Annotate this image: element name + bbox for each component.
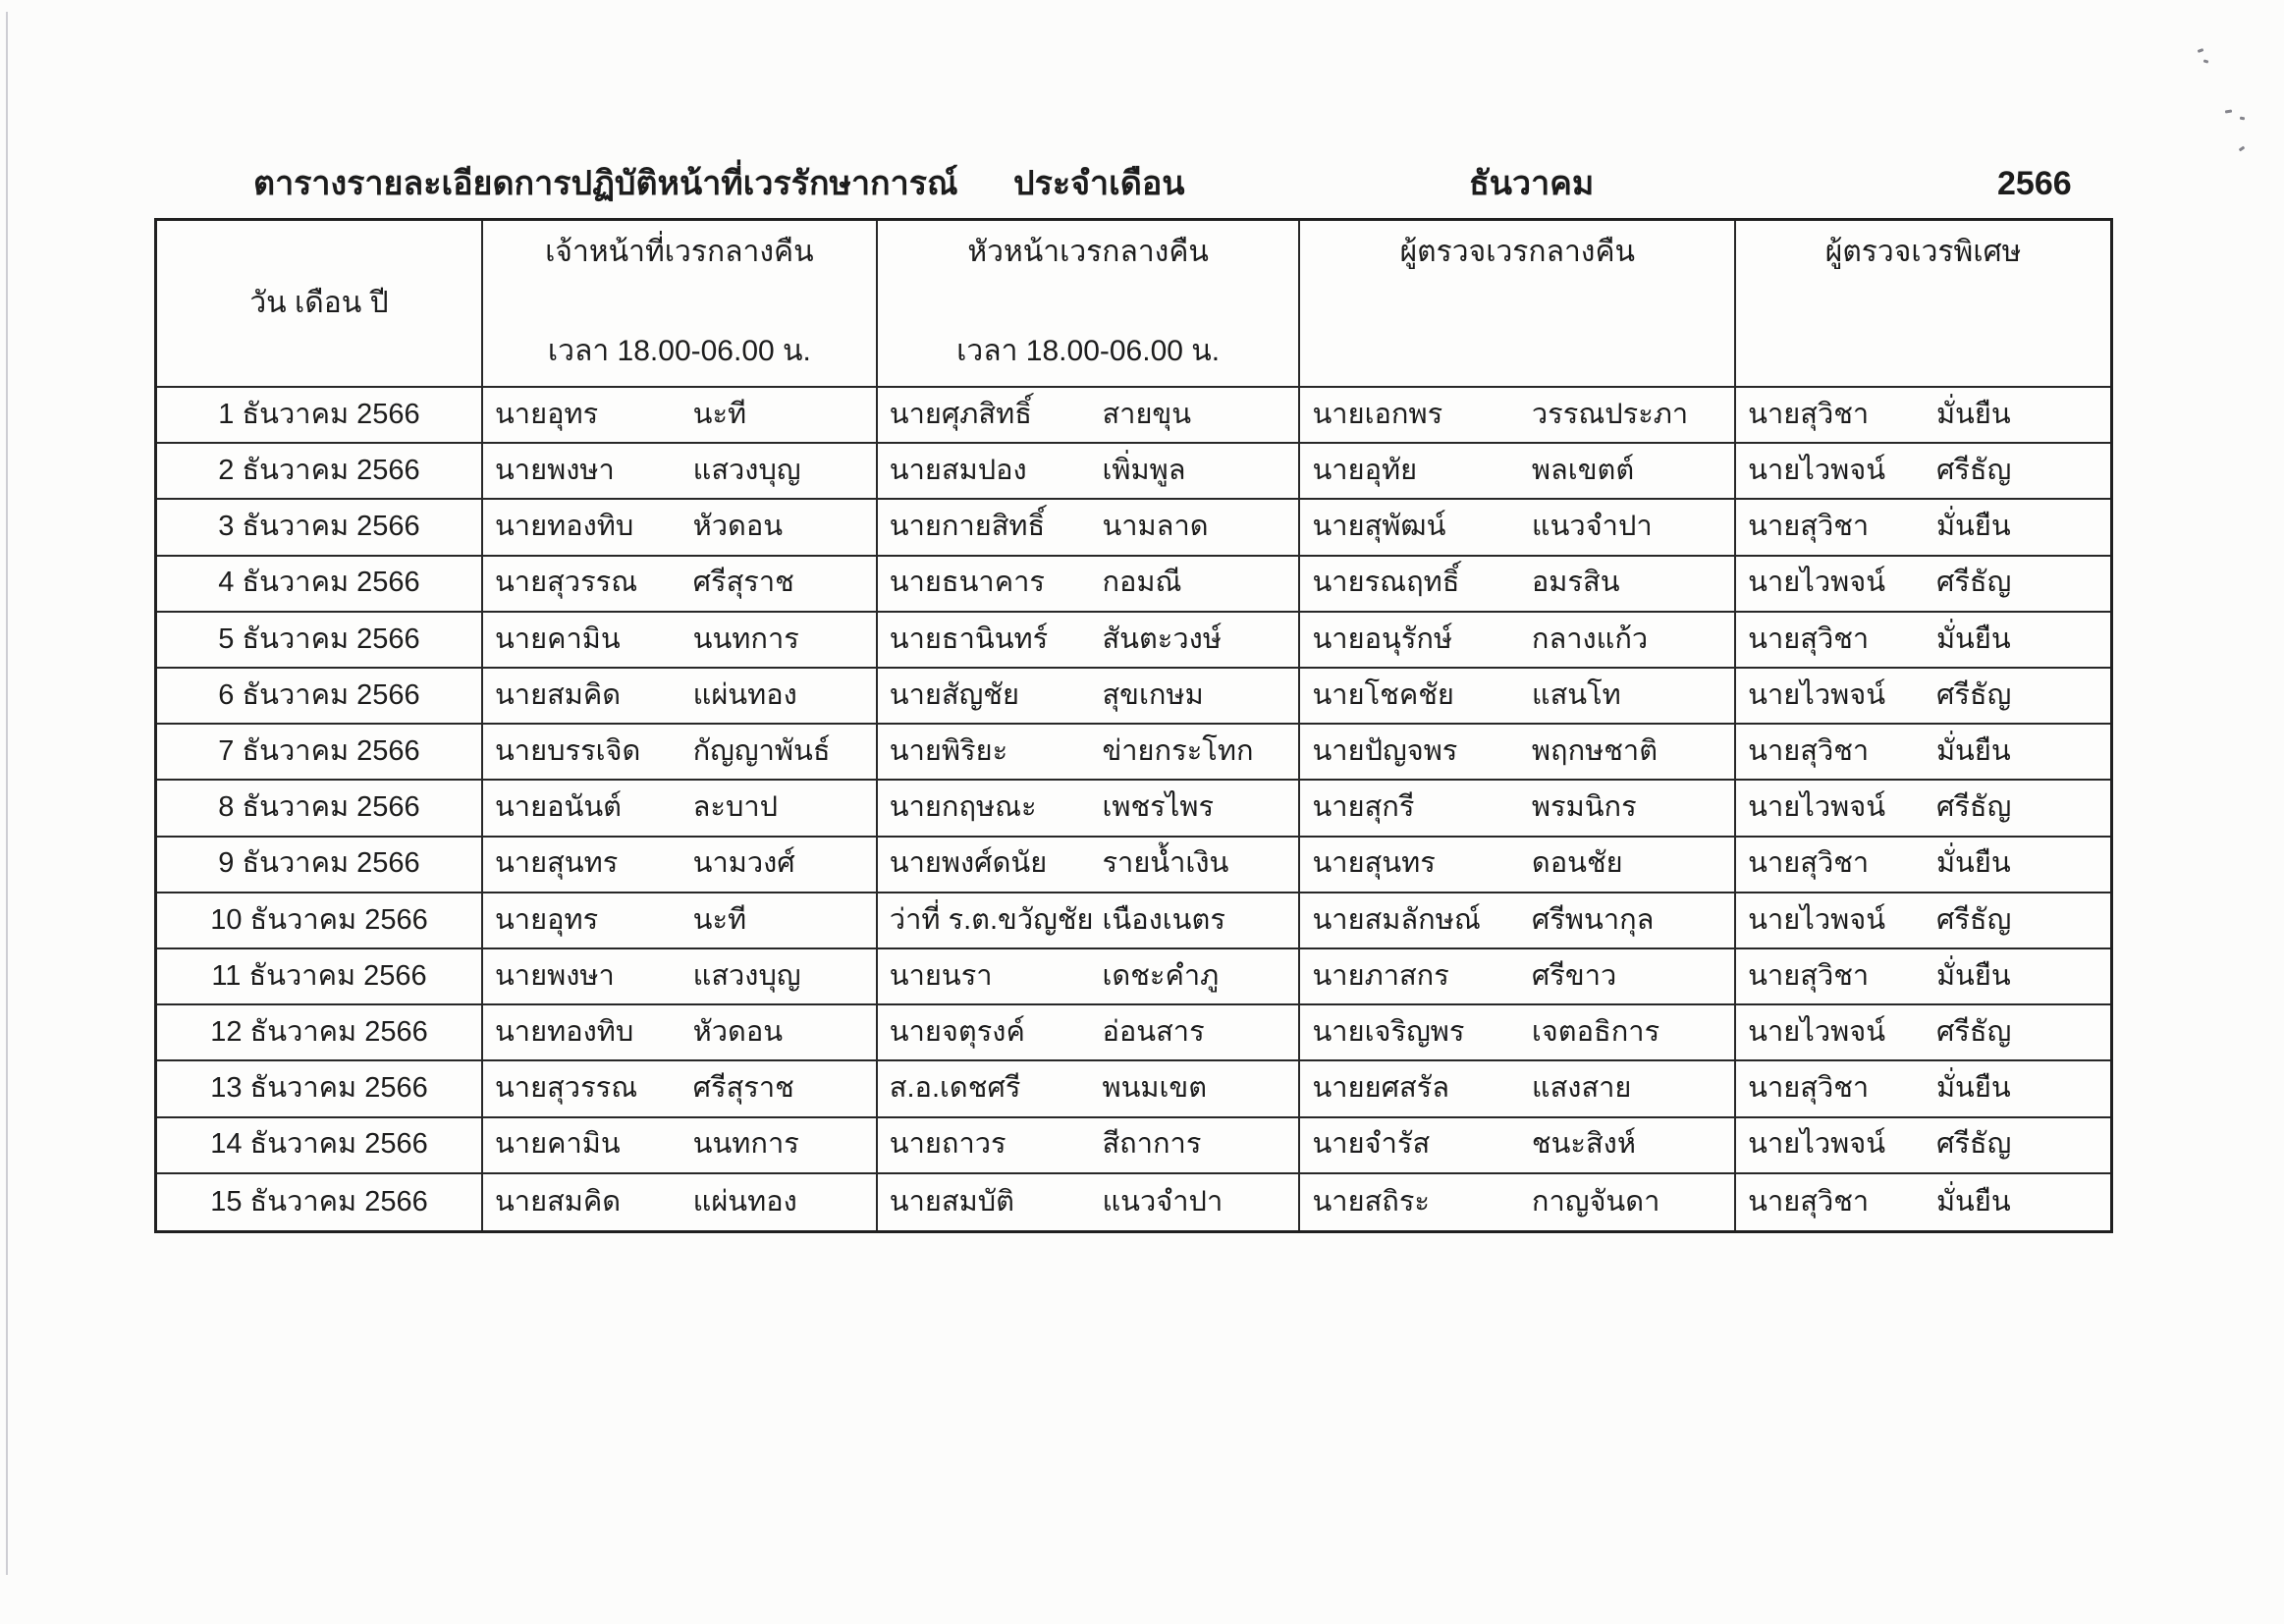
chief-first-name: นายสมบัติ: [889, 1185, 1014, 1218]
cell-special-inspector: [1736, 1005, 2110, 1061]
scan-speck: [2198, 48, 2204, 53]
chief-first-name: ส.อ.เดชศรี: [889, 1072, 1021, 1105]
officer-surname: นนทการ: [692, 623, 799, 655]
special-inspector-first-name: นายสุวิชา: [1748, 1072, 1870, 1105]
officer-first-name: นายสมคิด: [494, 1185, 622, 1218]
officer-surname: นนทการ: [692, 1128, 799, 1161]
document-title: ตารางรายละเอียดการปฏิบัติหน้าที่เวรรักษาการณ์: [253, 165, 958, 202]
officer-surname: หัวดอน: [692, 1015, 784, 1048]
header-special-inspector-title: ผู้ตรวจเวรพิเศษ: [1824, 236, 2022, 268]
special-inspector-surname: มั่นยืน: [1935, 398, 2011, 430]
special-inspector-surname: มั่นยืน: [1935, 734, 2011, 767]
cell-night-chief: [878, 893, 1301, 949]
officer-first-name: นายพงษา: [494, 454, 615, 486]
cell-night-chief: [878, 1061, 1301, 1117]
cell-night-inspector: [1300, 838, 1736, 893]
special-inspector-first-name: นายไวพจน์: [1748, 567, 1886, 599]
chief-surname: สันตะวงษ์: [1102, 623, 1222, 655]
inspector-surname: ศรีขาว: [1531, 959, 1617, 992]
header-special-inspector-column: [1736, 221, 2110, 388]
officer-first-name: นายสุวรรณ: [494, 1072, 638, 1105]
officer-first-name: นายสมคิด: [494, 678, 622, 711]
scan-speck: [2225, 110, 2232, 114]
officer-surname: หัวดอน: [692, 511, 784, 543]
chief-surname: แนวจำปา: [1102, 1185, 1224, 1218]
chief-surname: อ่อนสาร: [1102, 1015, 1205, 1048]
special-inspector-surname: มั่นยืน: [1935, 623, 2011, 655]
cell-night-officer: [483, 1118, 878, 1174]
date-value: 10 ธันวาคม 2566: [210, 903, 428, 936]
inspector-first-name: นายสุพัฒน์: [1312, 511, 1446, 543]
cell-date: [157, 781, 483, 837]
cell-night-inspector: [1300, 500, 1736, 556]
officer-first-name: นายสุนทร: [494, 847, 619, 880]
date-value: 14 ธันวาคม 2566: [210, 1128, 428, 1161]
date-value: 2 ธันวาคม 2566: [218, 454, 420, 486]
cell-night-inspector: [1300, 388, 1736, 444]
cell-special-inspector: [1736, 781, 2110, 837]
inspector-first-name: นายสถิระ: [1312, 1185, 1430, 1218]
chief-first-name: นายกฤษณะ: [889, 791, 1037, 824]
date-value: 8 ธันวาคม 2566: [218, 791, 420, 824]
inspector-first-name: นายอุทัย: [1312, 454, 1418, 486]
cell-special-inspector: [1736, 500, 2110, 556]
chief-surname: กอมณี: [1102, 567, 1182, 599]
cell-date: [157, 669, 483, 725]
cell-night-chief: [878, 838, 1301, 893]
cell-night-officer: [483, 781, 878, 837]
inspector-first-name: นายเอกพร: [1312, 398, 1443, 430]
cell-special-inspector: [1736, 893, 2110, 949]
cell-night-chief: [878, 444, 1301, 500]
special-inspector-first-name: นายสุวิชา: [1748, 511, 1870, 543]
cell-special-inspector: [1736, 949, 2110, 1005]
chief-first-name: นายถาวร: [889, 1128, 1006, 1161]
scan-speck: [2203, 59, 2209, 63]
cell-special-inspector: [1736, 1118, 2110, 1174]
cell-date: [157, 500, 483, 556]
special-inspector-first-name: นายไวพจน์: [1748, 903, 1886, 936]
cell-date: [157, 388, 483, 444]
cell-date: [157, 1061, 483, 1117]
cell-night-officer: [483, 388, 878, 444]
cell-night-inspector: [1300, 725, 1736, 781]
cell-night-inspector: [1300, 1174, 1736, 1230]
special-inspector-surname: ศรีธัญ: [1935, 454, 2012, 486]
cell-night-officer: [483, 1061, 878, 1117]
officer-first-name: นายทองทิบ: [494, 511, 634, 543]
chief-first-name: นายพิริยะ: [889, 734, 1008, 767]
inspector-surname: ชนะสิงห์: [1531, 1128, 1636, 1161]
header-night-chief-column: [878, 221, 1301, 388]
header-night-officer-title: เจ้าหน้าที่เวรกลางคืน: [545, 236, 814, 268]
inspector-surname: แสนโท: [1531, 678, 1621, 711]
cell-date: [157, 1005, 483, 1061]
cell-night-inspector: [1300, 613, 1736, 669]
officer-first-name: นายพงษา: [494, 959, 615, 992]
officer-first-name: นายทองทิบ: [494, 1015, 634, 1048]
officer-first-name: นายอุทร: [494, 398, 599, 430]
officer-surname: ศรีสุราช: [692, 1072, 794, 1105]
cell-night-chief: [878, 725, 1301, 781]
special-inspector-first-name: นายสุวิชา: [1748, 1185, 1870, 1218]
inspector-first-name: นายสุนทร: [1312, 847, 1436, 880]
special-inspector-surname: ศรีธัญ: [1935, 1128, 2012, 1161]
special-inspector-first-name: นายสุวิชา: [1748, 959, 1870, 992]
cell-night-chief: [878, 949, 1301, 1005]
cell-night-chief: [878, 500, 1301, 556]
header-night-officer-time: เวลา 18.00-06.00 น.: [547, 334, 811, 367]
cell-special-inspector: [1736, 669, 2110, 725]
cell-night-officer: [483, 500, 878, 556]
inspector-surname: พฤกษชาติ: [1531, 734, 1659, 767]
year-value: 2566: [1997, 165, 2072, 202]
cell-date: [157, 893, 483, 949]
special-inspector-first-name: นายไวพจน์: [1748, 1015, 1886, 1048]
inspector-surname: กลางแก้ว: [1531, 623, 1649, 655]
cell-date: [157, 949, 483, 1005]
officer-surname: ละบาป: [692, 791, 779, 824]
cell-night-chief: [878, 781, 1301, 837]
special-inspector-surname: มั่นยืน: [1935, 1072, 2011, 1105]
officer-first-name: นายอุทร: [494, 903, 599, 936]
inspector-surname: แสงสาย: [1531, 1072, 1632, 1105]
cell-night-inspector: [1300, 893, 1736, 949]
officer-first-name: นายสุวรรณ: [494, 567, 638, 599]
chief-first-name: นายกายสิทธิ์: [889, 511, 1046, 543]
cell-date: [157, 725, 483, 781]
chief-surname: เดชะคำภู: [1102, 959, 1220, 992]
header-night-officer-column: [483, 221, 878, 388]
special-inspector-first-name: นายสุวิชา: [1748, 623, 1870, 655]
cell-date: [157, 557, 483, 613]
chief-surname: สุขเกษม: [1102, 678, 1204, 711]
scan-artifact-line: [6, 12, 8, 1575]
header-night-chief-title: หัวหน้าเวรกลางคืน: [967, 236, 1209, 268]
cell-night-inspector: [1300, 1061, 1736, 1117]
cell-special-inspector: [1736, 388, 2110, 444]
inspector-surname: วรรณประภา: [1531, 398, 1689, 430]
officer-surname: นะที: [692, 398, 747, 430]
date-value: 4 ธันวาคม 2566: [218, 567, 420, 599]
cell-special-inspector: [1736, 1174, 2110, 1230]
inspector-first-name: นายภาสกร: [1312, 959, 1449, 992]
cell-date: [157, 1118, 483, 1174]
chief-surname: นามลาด: [1102, 511, 1209, 543]
chief-first-name: ว่าที่ ร.ต.ขวัญชัย: [889, 903, 1094, 936]
special-inspector-surname: มั่นยืน: [1935, 511, 2011, 543]
date-value: 15 ธันวาคม 2566: [210, 1185, 428, 1218]
cell-special-inspector: [1736, 444, 2110, 500]
inspector-first-name: นายโชคชัย: [1312, 678, 1454, 711]
special-inspector-first-name: นายไวพจน์: [1748, 454, 1886, 486]
cell-night-inspector: [1300, 444, 1736, 500]
chief-first-name: นายธนาคาร: [889, 567, 1045, 599]
inspector-first-name: นายอนุรักษ์: [1312, 623, 1453, 655]
month-value: ธันวาคม: [1469, 165, 1595, 202]
cell-night-officer: [483, 838, 878, 893]
chief-surname: สายขุน: [1102, 398, 1192, 430]
cell-night-chief: [878, 1174, 1301, 1230]
date-value: 13 ธันวาคม 2566: [210, 1072, 428, 1105]
special-inspector-surname: มั่นยืน: [1935, 1185, 2011, 1218]
header-date-label: วัน เดือน ปี: [249, 287, 389, 320]
inspector-first-name: นายสมลักษณ์: [1312, 903, 1481, 936]
scan-speck: [2239, 146, 2246, 152]
special-inspector-first-name: นายสุวิชา: [1748, 847, 1870, 880]
officer-surname: แผ่นทอง: [692, 1185, 797, 1218]
cell-date: [157, 613, 483, 669]
officer-surname: แสวงบุญ: [692, 454, 801, 486]
chief-first-name: นายสมปอง: [889, 454, 1027, 486]
cell-night-chief: [878, 669, 1301, 725]
cell-night-inspector: [1300, 669, 1736, 725]
officer-first-name: นายคามิน: [494, 1128, 621, 1161]
cell-date: [157, 444, 483, 500]
date-value: 6 ธันวาคม 2566: [218, 678, 420, 711]
chief-surname: พนมเขต: [1102, 1072, 1208, 1105]
cell-night-chief: [878, 388, 1301, 444]
inspector-first-name: นายปัญจพร: [1312, 734, 1458, 767]
inspector-surname: กาญจันดา: [1531, 1185, 1660, 1218]
date-value: 3 ธันวาคม 2566: [218, 511, 420, 543]
chief-first-name: นายพงศ์ดนัย: [889, 847, 1048, 880]
special-inspector-surname: มั่นยืน: [1935, 847, 2011, 880]
cell-night-chief: [878, 557, 1301, 613]
cell-special-inspector: [1736, 557, 2110, 613]
special-inspector-surname: ศรีธัญ: [1935, 678, 2012, 711]
cell-special-inspector: [1736, 613, 2110, 669]
cell-night-officer: [483, 613, 878, 669]
scan-speck: [2240, 117, 2245, 121]
header-date-column: [157, 221, 483, 388]
chief-first-name: นายศุภสิทธิ์: [889, 398, 1032, 430]
chief-surname: เพชรไพร: [1102, 791, 1215, 824]
header-night-chief-time: เวลา 18.00-06.00 น.: [956, 334, 1221, 367]
cell-night-officer: [483, 893, 878, 949]
inspector-surname: พลเขตต์: [1531, 454, 1635, 486]
inspector-surname: อมรสิน: [1531, 567, 1620, 599]
chief-surname: เพิ่มพูล: [1102, 454, 1186, 486]
duty-roster-table: [154, 218, 2113, 1233]
cell-special-inspector: [1736, 725, 2110, 781]
special-inspector-surname: ศรีธัญ: [1935, 567, 2012, 599]
chief-surname: เนืองเนตร: [1102, 903, 1225, 936]
special-inspector-first-name: นายสุวิชา: [1748, 734, 1870, 767]
chief-first-name: นายจตุรงค์: [889, 1015, 1025, 1048]
officer-surname: แผ่นทอง: [692, 678, 797, 711]
officer-first-name: นายบรรเจิด: [494, 734, 641, 767]
cell-night-inspector: [1300, 557, 1736, 613]
chief-surname: ข่ายกระโทก: [1102, 734, 1254, 767]
inspector-first-name: นายยศสรัล: [1312, 1072, 1450, 1105]
date-value: 11 ธันวาคม 2566: [211, 959, 427, 992]
cell-night-officer: [483, 444, 878, 500]
cell-night-chief: [878, 1005, 1301, 1061]
date-value: 12 ธันวาคม 2566: [210, 1015, 428, 1048]
cell-date: [157, 838, 483, 893]
cell-date: [157, 1174, 483, 1230]
date-value: 1 ธันวาคม 2566: [218, 398, 420, 430]
special-inspector-first-name: นายไวพจน์: [1748, 1128, 1886, 1161]
cell-night-officer: [483, 557, 878, 613]
chief-surname: รายน้ำเงิน: [1102, 847, 1229, 880]
officer-first-name: นายคามิน: [494, 623, 621, 655]
cell-night-chief: [878, 1118, 1301, 1174]
date-value: 9 ธันวาคม 2566: [218, 847, 420, 880]
cell-special-inspector: [1736, 1061, 2110, 1117]
inspector-surname: เจตอธิการ: [1531, 1015, 1660, 1048]
special-inspector-surname: ศรีธัญ: [1935, 791, 2012, 824]
cell-night-inspector: [1300, 1118, 1736, 1174]
officer-surname: แสวงบุญ: [692, 959, 801, 992]
cell-night-officer: [483, 949, 878, 1005]
inspector-first-name: นายสุกรี: [1312, 791, 1415, 824]
cell-night-officer: [483, 725, 878, 781]
officer-surname: นามวงศ์: [692, 847, 795, 880]
inspector-surname: แนวจำปา: [1531, 511, 1653, 543]
special-inspector-first-name: นายไวพจน์: [1748, 791, 1886, 824]
inspector-surname: พรมนิกร: [1531, 791, 1637, 824]
officer-first-name: นายอนันต์: [494, 791, 622, 824]
officer-surname: นะที: [692, 903, 747, 936]
inspector-first-name: นายจำรัส: [1312, 1128, 1431, 1161]
cell-night-inspector: [1300, 781, 1736, 837]
special-inspector-surname: ศรีธัญ: [1935, 1015, 2012, 1048]
officer-surname: กัญญาพันธ์: [692, 734, 831, 767]
special-inspector-first-name: นายสุวิชา: [1748, 398, 1870, 430]
cell-night-officer: [483, 1005, 878, 1061]
cell-special-inspector: [1736, 838, 2110, 893]
cell-night-chief: [878, 613, 1301, 669]
month-label: ประจำเดือน: [1013, 165, 1185, 202]
header-night-inspector-column: [1300, 221, 1736, 388]
chief-first-name: นายสัญชัย: [889, 678, 1019, 711]
inspector-surname: ศรีพนากุล: [1531, 903, 1655, 936]
special-inspector-surname: ศรีธัญ: [1935, 903, 2012, 936]
officer-surname: ศรีสุราช: [692, 567, 794, 599]
special-inspector-first-name: นายไวพจน์: [1748, 678, 1886, 711]
chief-surname: สีถาการ: [1102, 1128, 1202, 1161]
date-value: 5 ธันวาคม 2566: [218, 623, 420, 655]
date-value: 7 ธันวาคม 2566: [218, 734, 420, 767]
cell-night-inspector: [1300, 1005, 1736, 1061]
cell-night-officer: [483, 1174, 878, 1230]
chief-first-name: นายธานินทร์: [889, 623, 1049, 655]
cell-night-inspector: [1300, 949, 1736, 1005]
inspector-first-name: นายรณฤทธิ์: [1312, 567, 1460, 599]
chief-first-name: นายนรา: [889, 959, 993, 992]
inspector-surname: ดอนชัย: [1531, 847, 1623, 880]
inspector-first-name: นายเจริญพร: [1312, 1015, 1465, 1048]
header-night-inspector-title: ผู้ตรวจเวรกลางคืน: [1399, 236, 1636, 268]
special-inspector-surname: มั่นยืน: [1935, 959, 2011, 992]
cell-night-officer: [483, 669, 878, 725]
